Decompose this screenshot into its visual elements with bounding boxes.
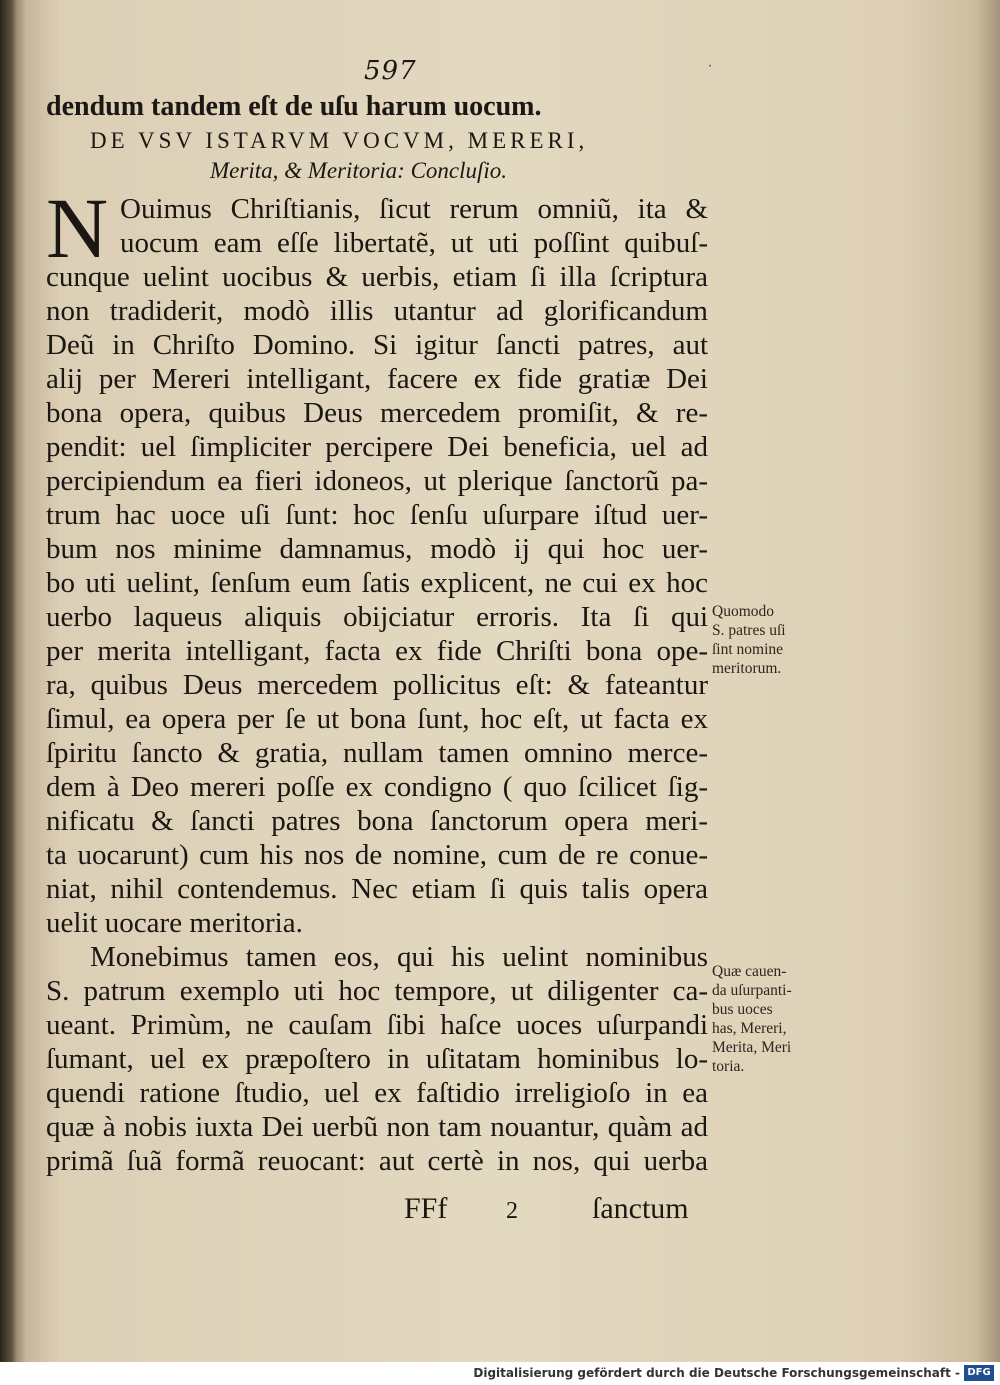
text-line: Ouimus Chriſtianis, ſicut rerum omniũ, ita & xyxy=(120,193,708,225)
text-line: dem à Deo mereri poſſe ex condigno ( quo ſcilicet ſig- xyxy=(46,771,708,803)
margin-note-line: has, Mereri, xyxy=(712,1020,787,1037)
margin-note-line: Quæ cauen- xyxy=(712,963,787,980)
text-line: ra, quibus Deus mercedem pollicitus eſt: & fateantur xyxy=(46,669,708,701)
text-line: quæ à nobis iuxta Dei uerbũ non tam nouantur, quàm ad xyxy=(46,1111,708,1143)
signature-number: 2 xyxy=(506,1198,518,1224)
text-line: cunque uelint uocibus & uerbis, etiam ſi illa ſcriptura xyxy=(46,261,708,293)
page-number: 597 xyxy=(364,56,417,86)
margin-note-line: meritorum. xyxy=(712,660,782,677)
text-line: percipiendum ea fieri idoneos, ut plerique ſanctorũ pa- xyxy=(46,465,708,497)
text-line: niat, nihil contendemus. Nec etiam ſi quis talis opera xyxy=(46,873,708,905)
margin-note-line: Quomodo xyxy=(712,603,774,620)
margin-note-line: Merita, Meri xyxy=(712,1039,792,1056)
text-line: bo uti uelint, ſenſum eum ſatis explicent, ne cui ex hoc xyxy=(46,567,708,599)
section-heading: DE VSV ISTARVM VOCVM, MERERI, xyxy=(90,128,589,153)
margin-note-line: ſint nomine xyxy=(712,641,784,658)
text-line: Monebimus tamen eos, qui his uelint nominibus xyxy=(90,941,708,973)
text-line: trum hac uoce uſi ſunt: hoc ſenſu uſurpare iſtud uer- xyxy=(46,499,708,531)
text-line: non tradiderit, modò illis utantur ad glorificandum xyxy=(46,295,708,327)
text-line: bum nos minime damnamus, modò ij qui hoc uer- xyxy=(46,533,708,565)
text-line: bona opera, quibus Deus mercedem promiſit, & re- xyxy=(46,397,708,429)
margin-note xyxy=(712,602,822,678)
text-line: Deũ in Chriſto Domino. Si igitur ſancti patres, aut xyxy=(46,329,708,361)
text-line: dendum tandem eſt de uſu harum uocum. xyxy=(46,91,542,122)
text-line: ſpiritu ſancto & gratia, nullam tamen omnino merce- xyxy=(46,737,708,769)
text-line: ta uocarunt) cum his nos de nomine, cum de re conue- xyxy=(46,839,708,871)
dfg-logo-icon: DFG xyxy=(964,1365,994,1381)
text-line: quendi ratione ſtudio, uel ex faſtidio irreligioſo in ea xyxy=(46,1077,708,1109)
margin-note-line: da uſurpanti- xyxy=(712,982,792,999)
margin-note-line: bus uoces xyxy=(712,1001,773,1018)
text-line: primã ſuã formã reuocant: aut certè in nos, qui uerba xyxy=(46,1145,708,1177)
text-line: ſimul, ea opera per ſe ut bona ſunt, hoc eſt, ut facta ex xyxy=(46,703,708,735)
corner-mark: ˙ xyxy=(706,62,714,81)
text-line: ſumant, uel ex præpoſtero in uſitatam hominibus lo- xyxy=(46,1043,708,1075)
text-line: pendit: uel ſimpliciter percipere Dei beneficia, uel ad xyxy=(46,431,708,463)
text-line: nificatu & ſancti patres bona ſanctorum opera meri- xyxy=(46,805,708,837)
section-subheading: Merita, & Meritoria: Concluſio. xyxy=(210,158,508,183)
margin-note-line: toria. xyxy=(712,1058,745,1075)
text-line: alij per Mereri intelligant, facere ex fide gratiæ Dei xyxy=(46,363,708,395)
text-line: uerbo laqueus aliquis obijciatur erroris. Ita ſi qui xyxy=(46,601,708,633)
text-line: uelit uocare meritoria. xyxy=(46,907,303,939)
book-spine-shadow xyxy=(0,0,16,1362)
catchword: ſanctum xyxy=(592,1192,689,1225)
text-line: ueant. Primùm, ne cauſam ſibi haſce uoces uſurpandi xyxy=(46,1009,708,1041)
drop-capital: N xyxy=(46,180,109,276)
margin-note-line: S. patres uſi xyxy=(712,622,786,639)
text-line: S. patrum exemplo uti hoc tempore, ut diligenter ca- xyxy=(46,975,708,1007)
footer-credit: Digitalisierung gefördert durch die Deutsche Forschungsgemeinschaft - xyxy=(473,1366,960,1380)
signature-mark: FFf xyxy=(404,1192,448,1225)
margin-note xyxy=(712,962,822,1076)
footer-bar xyxy=(0,1362,1000,1385)
text-line: uocum eam eſſe libertatẽ, ut uti poſſint quibuſ- xyxy=(120,227,708,259)
text-line: per merita intelligant, facta ex fide Chriſti bona ope- xyxy=(46,635,708,667)
